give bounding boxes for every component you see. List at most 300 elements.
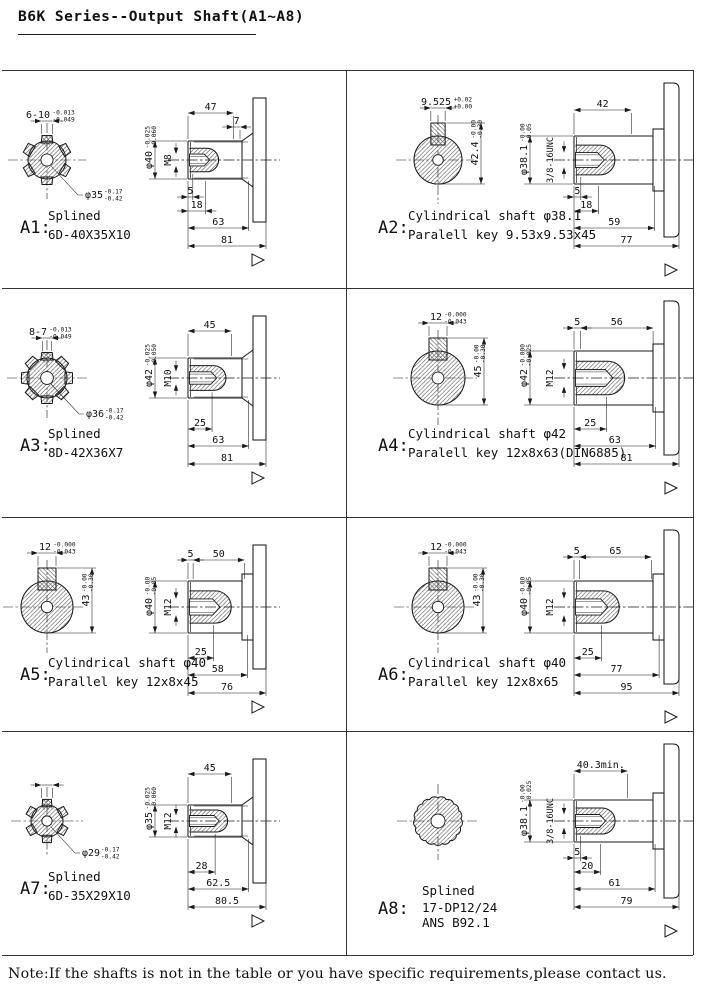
dim-arrow xyxy=(174,809,178,816)
thread-label xyxy=(163,369,174,386)
dim-arrow xyxy=(562,592,566,599)
thread-text: M8 xyxy=(163,154,174,166)
tolerance-text: -0.043 xyxy=(53,548,76,556)
dim-text: φ38.1 xyxy=(518,805,530,837)
side-view-A2 xyxy=(519,83,693,276)
projection-symbol xyxy=(665,711,677,723)
front-view-A7 xyxy=(11,783,120,861)
tolerance-text: -0.30 xyxy=(480,344,488,364)
dim-arrow xyxy=(188,462,195,466)
keyway xyxy=(429,568,447,590)
dim-text: 59 xyxy=(608,217,621,229)
tolerance-text: -0.013 xyxy=(49,326,72,334)
rotated-dim xyxy=(144,787,158,830)
dim-text: 50 xyxy=(212,549,225,561)
dim-arrow xyxy=(188,772,195,776)
dim-arrow xyxy=(32,551,39,555)
grid-hline-1 xyxy=(2,288,693,289)
dim-arrow xyxy=(207,656,214,660)
tolerance-text: -0.060 xyxy=(151,787,159,810)
tolerance-text: -0.17 xyxy=(103,188,123,196)
panel-A8-desc-1: 17-DP12/24 xyxy=(422,900,498,915)
dim-arrow xyxy=(205,209,212,213)
dim-arrow xyxy=(568,326,575,330)
dim-arrow xyxy=(174,592,178,599)
dim-arrow xyxy=(90,627,94,634)
dim-arrow xyxy=(153,173,157,180)
dim-arrow xyxy=(625,108,632,112)
dim-arrow xyxy=(227,125,234,129)
center-hole xyxy=(41,601,52,612)
tolerance-text: -0.00 xyxy=(473,344,481,364)
panel-A5-label: A5: xyxy=(20,665,51,685)
rotated-dim xyxy=(470,120,484,166)
panel-A1-desc-1: 6D-40X35X10 xyxy=(48,227,131,242)
dim-arrow xyxy=(153,627,157,634)
center-hole xyxy=(41,372,54,385)
dim-text: 28 xyxy=(195,861,208,873)
dim-text: 77 xyxy=(620,235,633,247)
dim-arrow xyxy=(653,673,660,677)
panel-A8-desc-2: ANS B92.1 xyxy=(422,915,490,930)
projection-symbol xyxy=(252,472,264,484)
dim-text: 25 xyxy=(194,418,207,430)
dim-arrow xyxy=(225,329,232,333)
dim-arrow xyxy=(174,384,178,391)
spline-tooth xyxy=(41,177,53,185)
panel-A2-desc-1: Paralell key 9.53x9.53x45 xyxy=(408,227,597,242)
dim-arrow xyxy=(260,905,267,909)
dim-text: 25 xyxy=(584,418,597,430)
dim-text: 47 xyxy=(204,102,217,114)
thread-label xyxy=(545,369,556,386)
dim-arrow xyxy=(574,244,581,248)
keyway xyxy=(429,338,447,360)
dim-arrow xyxy=(482,399,486,406)
panel-A4-desc-0: Cylindrical shaft φ42 xyxy=(408,426,567,441)
panel-A8-label: A8: xyxy=(378,899,409,919)
dim-arrow xyxy=(174,827,178,834)
rotated-dim xyxy=(144,344,158,387)
tolerance-text: -0.000 xyxy=(53,541,76,549)
tolerance-text: -0.025 xyxy=(526,780,534,803)
thread-text: M12 xyxy=(545,369,556,387)
dim-arrow xyxy=(645,555,652,559)
side-view-A1 xyxy=(144,98,280,266)
dim-arrow xyxy=(574,870,581,874)
thread-label xyxy=(163,812,174,829)
panel-A6-desc-0: Cylindrical shaft φ40 xyxy=(408,655,567,670)
tolerance-text: -0.30 xyxy=(479,573,487,593)
side-view-A6 xyxy=(519,530,693,723)
rotated-dim xyxy=(519,780,533,836)
dim-arrow xyxy=(562,828,566,835)
tolerance-text: -0.00 xyxy=(144,576,152,596)
tolerance-text: -0.043 xyxy=(444,318,467,326)
grid-hline-4 xyxy=(2,955,693,956)
tolerance-text: -0.17 xyxy=(104,407,124,415)
dim-arrow xyxy=(581,326,588,330)
tolerance-text: -0.42 xyxy=(100,853,120,861)
dim-arrow xyxy=(241,673,248,677)
thread-label xyxy=(546,137,556,183)
dim-arrow xyxy=(242,887,249,891)
dim-arrow xyxy=(568,856,575,860)
front-dia-text: φ29 xyxy=(82,848,101,859)
dim-text: φ38.1 xyxy=(518,144,530,176)
dim-text: 12 xyxy=(38,542,52,554)
keyway xyxy=(431,123,445,145)
tolerance-text: -0.00 xyxy=(519,784,527,803)
dim-arrow xyxy=(188,870,195,874)
center-hole xyxy=(432,601,443,612)
panel-A6-label: A6: xyxy=(378,665,409,685)
dim-arrow xyxy=(581,856,588,860)
tolerance-text: -0.42 xyxy=(104,414,124,422)
dim-text: 43 xyxy=(80,594,92,607)
front-view-A3 xyxy=(7,326,124,421)
thread-text: 3/8-16UNC xyxy=(546,136,556,184)
dim-text: φ40 xyxy=(143,597,155,617)
panel-A1-drawing xyxy=(0,70,346,288)
dim-arrow xyxy=(35,783,42,787)
rotated-dim xyxy=(519,344,533,387)
measured-tooth-hatch xyxy=(42,800,52,810)
dim-arrow xyxy=(238,558,245,562)
tolerance-text: -0.050 xyxy=(151,344,159,367)
dim-text: φ40 xyxy=(518,597,530,617)
tolerance-text: -0.17 xyxy=(100,846,120,854)
dim-text: 58 xyxy=(211,664,224,676)
dim-arrow xyxy=(153,831,157,838)
dim-text: 76 xyxy=(220,682,234,694)
dim-arrow xyxy=(574,691,581,695)
dim-arrow xyxy=(260,244,267,248)
grid-vdivider xyxy=(346,70,347,955)
dim-arrow xyxy=(193,558,200,562)
front-dia-text: φ35 xyxy=(85,190,104,201)
shaft-outline xyxy=(188,133,253,141)
tolerance-text: -0.000 xyxy=(444,311,467,319)
tolerance-text: +0.02 xyxy=(453,96,473,104)
front-dia-text: φ36 xyxy=(86,409,105,420)
dim-text: 25 xyxy=(581,647,594,659)
tolerance-text: -0.42 xyxy=(103,195,123,203)
dim-text: 63 xyxy=(212,435,225,447)
grid-right-border xyxy=(693,70,694,955)
dim-text: 81 xyxy=(220,453,234,465)
spline-tooth xyxy=(65,372,73,384)
dim-arrow xyxy=(592,209,599,213)
dim-text: 42 xyxy=(596,99,609,111)
dim-arrow xyxy=(528,399,532,406)
thread-text: M12 xyxy=(545,598,556,616)
tolerance-text: -0.025 xyxy=(144,344,152,367)
dim-arrow xyxy=(600,427,607,431)
dim-arrow xyxy=(225,772,232,776)
shaft-outline xyxy=(188,837,253,845)
dim-arrow xyxy=(528,627,532,634)
center-hole xyxy=(431,814,445,828)
dim-arrow xyxy=(673,691,680,695)
dim-arrow xyxy=(562,363,566,370)
panel-A1-desc-0: Splined xyxy=(48,208,101,223)
dim-text: 80.5 xyxy=(214,896,240,908)
panel-A8-drawing xyxy=(346,731,714,955)
thread-text: M12 xyxy=(163,598,174,616)
side-view-A7 xyxy=(144,759,280,927)
panel-A7-desc-1: 6D-35X29X10 xyxy=(48,888,131,903)
dim-text: 7 xyxy=(233,116,240,128)
panel-A3-desc-0: Splined xyxy=(48,426,101,441)
dim-text: 20 xyxy=(581,861,594,873)
page-title: B6K Series--Output Shaft(A1~A8) xyxy=(18,9,305,25)
panel-A4-desc-1: Paralell key 12x8x63(DIN6885) xyxy=(408,445,627,460)
dim-arrow xyxy=(649,887,656,891)
dim-text: 12 xyxy=(429,312,443,324)
dim-text: 5 xyxy=(574,317,581,329)
panel-A5-desc-1: Parallel key 12x8x45 xyxy=(48,674,199,689)
tolerance-text: -0.043 xyxy=(444,548,467,556)
tolerance-text: -0.025 xyxy=(144,126,152,149)
tolerance-text: -0.060 xyxy=(151,126,159,149)
dim-arrow xyxy=(227,111,234,115)
side-view-A3 xyxy=(144,316,280,484)
dim-arrow xyxy=(574,905,581,909)
dim-text: 81 xyxy=(620,453,633,465)
dim-arrow xyxy=(53,783,60,787)
rotated-dim xyxy=(144,576,158,616)
dim-arrow xyxy=(193,195,200,199)
dim-arrow xyxy=(188,905,195,909)
dim-arrow xyxy=(595,656,602,660)
dim-arrow xyxy=(574,673,581,677)
dim-arrow xyxy=(574,427,581,431)
dim-text: 18 xyxy=(580,200,593,212)
dim-arrow xyxy=(673,462,680,466)
dim-text: 5 xyxy=(574,186,581,198)
dim-arrow xyxy=(188,226,195,230)
shaft-outline xyxy=(188,398,253,406)
projection-symbol xyxy=(665,925,677,937)
thread-label xyxy=(163,154,174,166)
rotated-dim xyxy=(81,573,95,606)
panel-A5-drawing xyxy=(0,517,346,731)
dim-text: 62.5 xyxy=(206,878,231,890)
dim-arrow xyxy=(260,462,267,466)
thread-text: M12 xyxy=(163,812,174,830)
dim-text: 61 xyxy=(608,878,621,890)
dim-arrow xyxy=(260,691,267,695)
dim-arrow xyxy=(562,808,566,815)
dim-arrow xyxy=(174,365,178,372)
center-hole xyxy=(432,372,444,384)
dim-text: 63 xyxy=(608,435,621,447)
dim-arrow xyxy=(574,462,581,466)
thread-label xyxy=(545,598,556,615)
dim-arrow xyxy=(648,226,655,230)
title-underline xyxy=(18,34,256,35)
tolerance-text: -0.30 xyxy=(477,120,485,139)
dim-arrow xyxy=(188,111,195,115)
shaft-outline xyxy=(188,797,253,805)
panel-A6-drawing xyxy=(346,517,714,731)
panel-A3-label: A3: xyxy=(20,436,51,456)
tolerance-text: -0.05 xyxy=(526,123,534,142)
dim-arrow xyxy=(568,195,575,199)
panel-A7-label: A7: xyxy=(20,879,51,899)
front-view-A1 xyxy=(8,109,123,202)
center-hole xyxy=(41,154,53,166)
dim-arrow xyxy=(673,244,680,248)
tolerance-text: -0.05 xyxy=(526,576,534,596)
grid-hline-3 xyxy=(2,731,693,732)
thread-text: 3/8-16UNC xyxy=(546,797,556,845)
rotated-dim xyxy=(519,123,533,175)
dim-arrow xyxy=(482,338,486,345)
dim-arrow xyxy=(649,444,656,448)
panel-A2-label: A2: xyxy=(378,218,409,238)
dim-text: 6-10 xyxy=(25,110,51,122)
panel-A6-desc-1: Parallel key 12x8x65 xyxy=(408,674,559,689)
tolerance-text: -0.025 xyxy=(526,344,534,367)
dim-text: 5 xyxy=(187,549,194,561)
dim-arrow xyxy=(174,166,178,173)
dim-text: φ42 xyxy=(518,368,530,388)
tolerance-text: -0.05 xyxy=(151,576,159,596)
dim-text: 95 xyxy=(620,682,633,694)
rotated-dim xyxy=(472,573,486,606)
dim-arrow xyxy=(206,427,213,431)
dim-text: φ42 xyxy=(143,368,155,388)
panel-A7-drawing xyxy=(0,731,346,955)
projection-symbol xyxy=(665,264,677,276)
center-hole xyxy=(42,816,52,826)
dim-text: 40.3min. xyxy=(576,760,625,772)
footer-note: Note:If the shafts is not in the table or you have specific requirements,please contact us. xyxy=(8,966,667,982)
dim-arrow xyxy=(562,386,566,393)
dim-text: 45 xyxy=(472,365,484,378)
tolerance-text: -0.00 xyxy=(519,576,527,596)
spline-tooth xyxy=(42,835,52,842)
dim-text: 8-7 xyxy=(28,327,48,339)
dim-arrow xyxy=(188,244,195,248)
dim-arrow xyxy=(528,178,532,185)
dim-text: 79 xyxy=(620,896,633,908)
spline-tooth xyxy=(41,396,53,404)
side-view-A8 xyxy=(519,744,693,937)
grid-hline-2 xyxy=(2,517,693,518)
panel-A3-drawing xyxy=(0,288,346,517)
dim-arrow xyxy=(594,870,601,874)
panel-A1-label: A1: xyxy=(20,218,51,238)
dim-text: 43 xyxy=(471,594,483,607)
tolerance-text: -0.000 xyxy=(444,541,467,549)
projection-symbol xyxy=(665,482,677,494)
dim-arrow xyxy=(153,392,157,399)
dim-text: 25 xyxy=(194,647,207,659)
rotated-dim xyxy=(473,344,487,377)
dim-arrow xyxy=(188,887,195,891)
measured-tooth-hatch xyxy=(42,353,52,363)
spline-tooth xyxy=(22,372,30,384)
tolerance-text: -0.013 xyxy=(52,109,75,117)
panel-A5-desc-0: Cylindrical shaft φ40 xyxy=(48,655,207,670)
dim-text: 65 xyxy=(609,546,622,558)
dim-text: 5 xyxy=(573,546,580,558)
dim-arrow xyxy=(479,178,483,185)
projection-symbol xyxy=(252,915,264,927)
tolerance-text: -0.30 xyxy=(88,573,96,593)
dim-arrow xyxy=(574,887,581,891)
dim-arrow xyxy=(581,195,588,199)
dim-arrow xyxy=(562,167,566,174)
dim-arrow xyxy=(188,329,195,333)
shaft-outline xyxy=(188,179,253,187)
dim-text: 56 xyxy=(610,317,623,329)
rotated-dim xyxy=(144,126,158,169)
dim-arrow xyxy=(574,656,581,660)
tolerance-text: -0.049 xyxy=(49,333,72,341)
dim-arrow xyxy=(580,555,587,559)
dim-text: 45 xyxy=(203,320,216,332)
panel-A3-desc-1: 8D-42X36X7 xyxy=(48,445,124,460)
dim-arrow xyxy=(242,444,249,448)
dim-text: 81 xyxy=(220,235,234,247)
measured-tooth-hatch xyxy=(42,136,52,146)
shaft-outline xyxy=(188,350,253,358)
panel-A4-drawing xyxy=(346,288,714,517)
tolerance-text: -0.00 xyxy=(470,120,478,139)
front-view-A4 xyxy=(393,311,488,425)
dim-text: 77 xyxy=(610,664,623,676)
tolerance-text: +0.00 xyxy=(453,103,473,111)
dim-text: 42.4 xyxy=(469,141,481,166)
dim-arrow xyxy=(562,146,566,153)
tolerance-text: -0.025 xyxy=(144,787,152,810)
projection-symbol xyxy=(252,701,264,713)
dim-arrow xyxy=(240,125,247,129)
panel-A2-drawing xyxy=(346,70,714,288)
grid-hline-0 xyxy=(2,70,693,71)
dim-arrow xyxy=(673,905,680,909)
dim-arrow xyxy=(574,108,581,112)
dim-arrow xyxy=(174,615,178,622)
center-hole xyxy=(433,155,444,166)
dim-text: 18 xyxy=(190,200,203,212)
thread-text: M10 xyxy=(163,369,174,387)
front-view-A6 xyxy=(394,541,487,653)
front-view-A5 xyxy=(3,541,96,653)
dim-arrow xyxy=(423,551,430,555)
thread-label xyxy=(546,798,556,844)
projection-symbol xyxy=(252,254,264,266)
dim-arrow xyxy=(188,444,195,448)
tolerance-text: -0.000 xyxy=(519,344,527,367)
dim-text: φ40 xyxy=(143,150,155,170)
keyway xyxy=(38,568,56,590)
panel-A8-desc-0: Splined xyxy=(422,883,475,898)
front-view-A2 xyxy=(396,96,485,204)
dim-text: 5 xyxy=(187,186,194,198)
dim-text: 12 xyxy=(429,542,443,554)
dim-arrow xyxy=(562,615,566,622)
panel-A4-label: A4: xyxy=(378,436,409,456)
front-view-A8 xyxy=(397,784,479,860)
panel-A7-desc-0: Splined xyxy=(48,869,101,884)
tolerance-text: -0.00 xyxy=(519,123,527,142)
dim-arrow xyxy=(188,691,195,695)
